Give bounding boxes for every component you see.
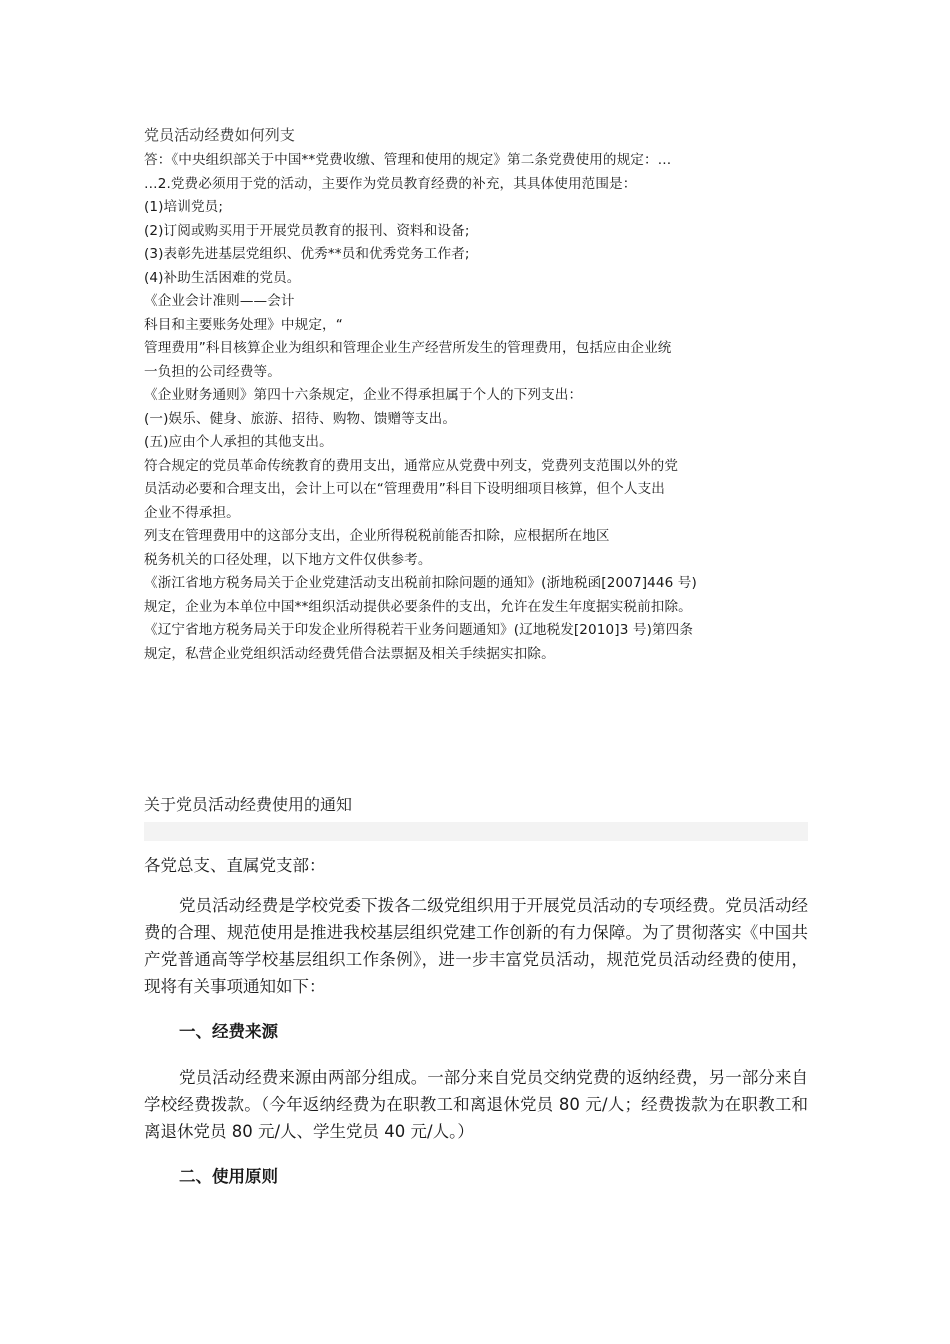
text-line: (2)订阅或购买用于开展党员教育的报刊、资料和设备; <box>144 222 470 239</box>
section-notice <box>144 792 808 1209</box>
text-line: (五)应由个人承担的其他支出。 <box>144 434 333 450</box>
notice-paragraph-funding: 党员活动经费来源由两部分组成。一部分来自党员交纳党费的返纳经费，另一部分来自学校经费拨款。（今年返纳经费为在职教工和离退休党员 80 元/人；经费拨款为在职教工和离退休党员 80 元/人、学生党员 40 元/人。） <box>144 1068 808 1141</box>
text-line: 规定，企业为本单位中国**组织活动提供必要条件的支出，允许在发生年度据实税前扣除。 <box>144 598 692 615</box>
section-expense-listing <box>144 121 808 666</box>
text-line: 《企业会计准则——会计 <box>144 293 295 309</box>
text-line: 《浙江省地方税务局关于企业党建活动支出税前扣除问题的通知》(浙地税函[2007]446 号) <box>144 575 697 591</box>
text-line: 管理费用”科目核算企业为组织和管理企业生产经营所发生的管理费用，包括应由企业统 <box>144 340 672 356</box>
text-line: 列支在管理费用中的这部分支出，企业所得税税前能否扣除，应根据所在地区 <box>144 528 610 544</box>
section-title: 党员活动经费如何列支 <box>144 126 296 144</box>
title-underlay <box>144 822 808 841</box>
text-line: 《辽宁省地方税务局关于印发企业所得税若干业务问题通知》(辽地税发[2010]3 号)第四条 <box>144 622 694 638</box>
text-line: 企业不得承担。 <box>144 504 240 521</box>
text-line: 一负担的公司经费等。 <box>144 363 281 380</box>
text-line: 规定，私营企业党组织活动经费凭借合法票据及相关手续据实扣除。 <box>144 645 555 662</box>
notice-salutation: 各党总支、直属党支部： <box>144 856 326 875</box>
text-line: (4)补助生活困难的党员。 <box>144 269 301 286</box>
text-line: 员活动必要和合理支出，会计上可以在“管理费用”科目下设明细项目核算，但个人支出 <box>144 481 665 497</box>
text-line: (1)培训党员; <box>144 199 224 215</box>
text-line: 科目和主要账务处理》中规定，“ <box>144 316 343 333</box>
text-line: 税务机关的口径处理，以下地方文件仅供参考。 <box>144 551 432 568</box>
notice-paragraph-intro: 党员活动经费是学校党委下拨各二级党组织用于开展党员活动的专项经费。党员活动经费的合理、规范使用是推进我校基层组织党建工作创新的有力保障。为了贯彻落实《中国共产党普通高等学校基层组织工作条例》，进一步丰富党员活动，规范党员活动经费的使用，现将有关事项通知如下： <box>144 896 808 996</box>
text-line: …2.党费必须用于党的活动，主要作为党员教育经费的补充，其具体使用范围是： <box>144 175 637 192</box>
text-line: 《企业财务通则》第四十六条规定，企业不得承担属于个人的下列支出： <box>144 387 583 403</box>
notice-title: 关于党员活动经费使用的通知 <box>144 795 353 814</box>
notice-heading-principles: 二、使用原则 <box>179 1167 278 1186</box>
text-line: 答：《中央组织部关于中国**党费收缴、管理和使用的规定》第二条党费使用的规定：… <box>144 152 672 168</box>
notice-heading-funding-source: 一、经费来源 <box>179 1022 278 1041</box>
text-line: (3)表彰先进基层党组织、优秀**员和优秀党务工作者; <box>144 246 470 262</box>
section-body <box>144 149 808 666</box>
text-line: 符合规定的党员革命传统教育的费用支出，通常应从党费中列支，党费列支范围以外的党 <box>144 457 679 474</box>
text-line: (一)娱乐、健身、旅游、招待、购物、馈赠等支出。 <box>144 410 457 427</box>
